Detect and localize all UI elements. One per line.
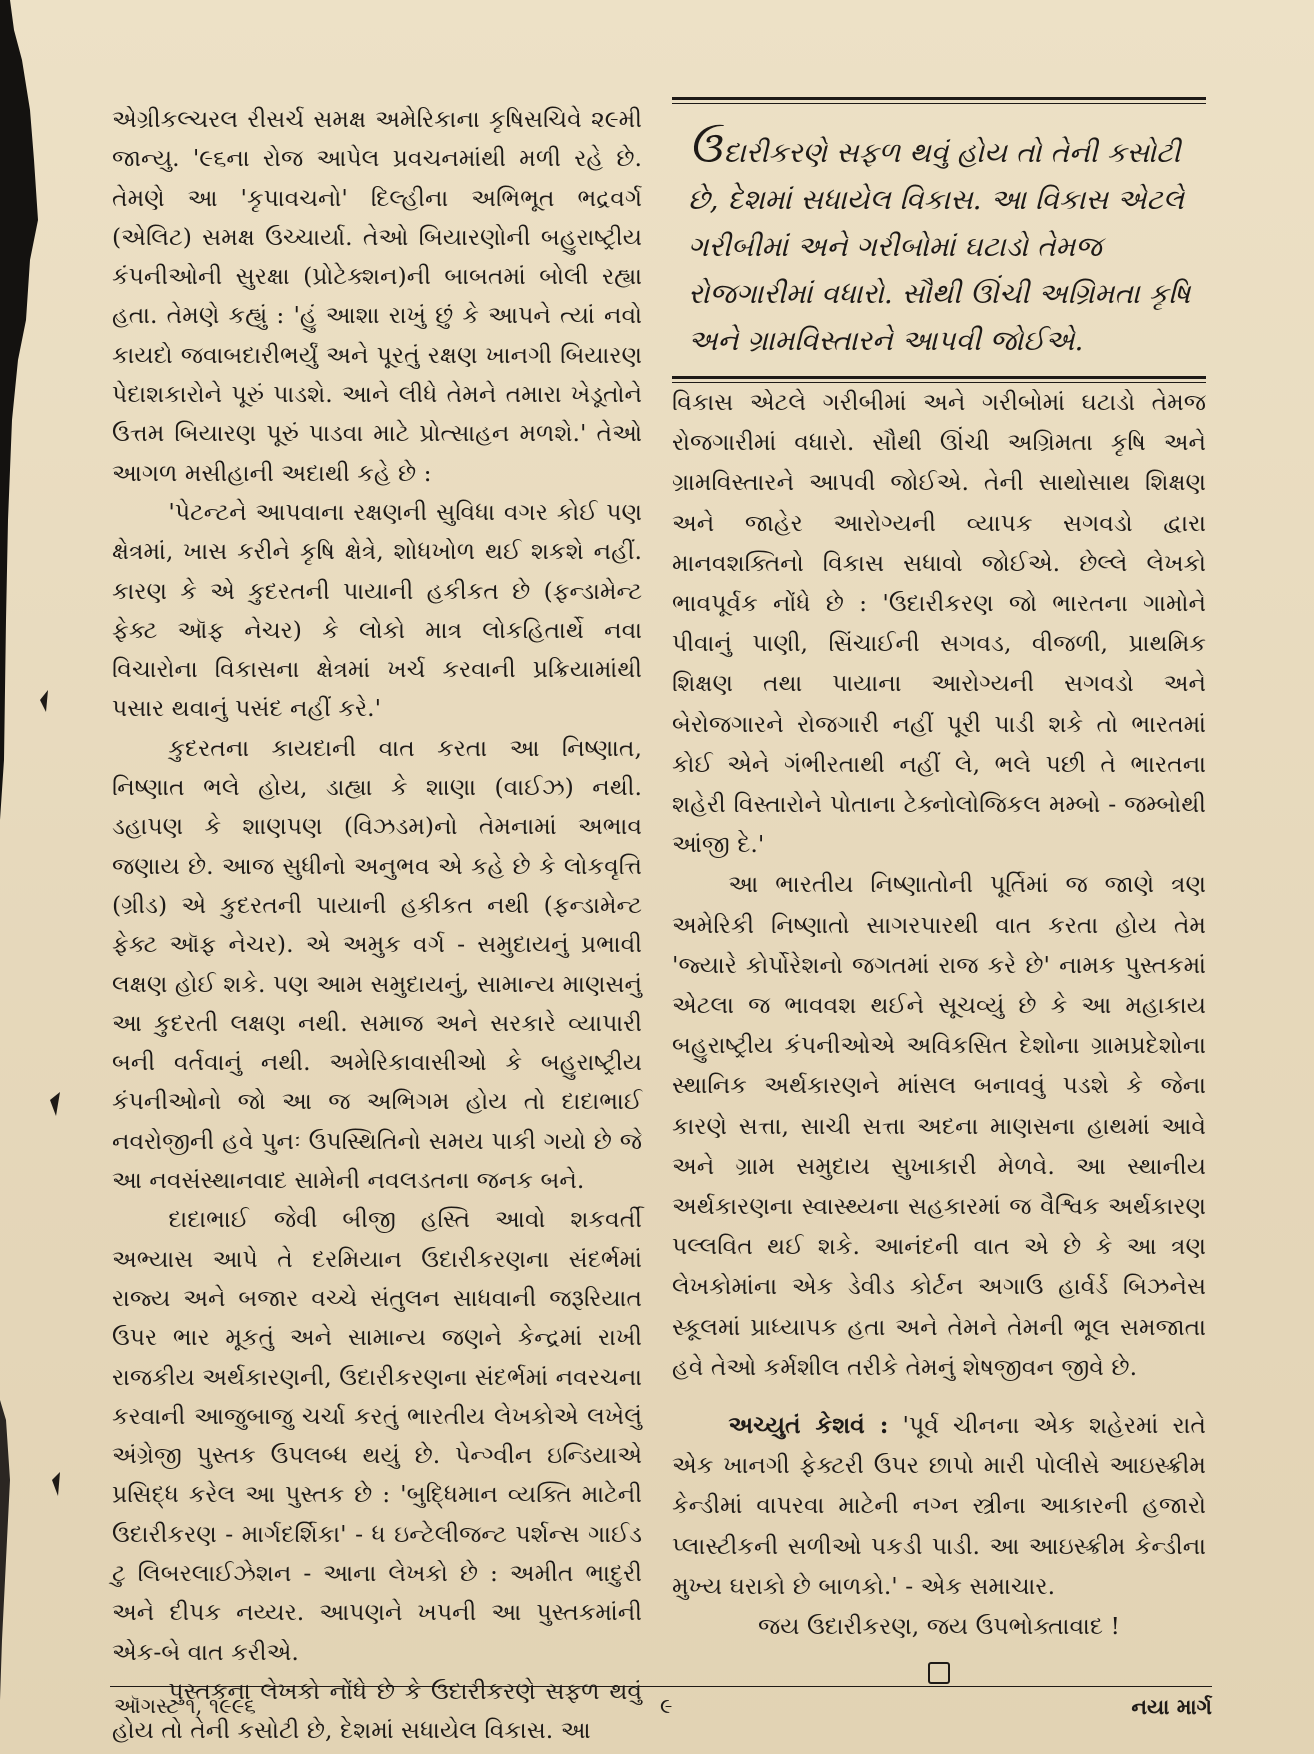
- page-number: ૯: [660, 1694, 673, 1718]
- pullquote-box: [672, 97, 1206, 383]
- right-paragraph-2: આ ભારતીય નિષ્ણાતોની પૂર્તિમાં જ જાણે ત્રણ અમેરિકી નિષ્ણાતો સાગરપારથી વાત કરતા હોય તેમ 'જ્યારે કોર્પોરેશનો જગતમાં રાજ કરે છે' નામક પુસ્તકમાં એટલા જ ભાવવશ થઈને સૂચવ્યું છે કે આ મહાકાય બહુરાષ્ટ્રીય કંપનીઓએ અવિકસિત દેશોના ગ્રામપ્રદેશોના સ્થાનિક અર્થકારણને માંસલ બનાવવું પડશે કે જેના કારણે સત્તા, સાચી સત્તા અદના માણસના હાથમાં આવે અને ગ્રામ સમુદાય સુખાકારી મેળવે. આ સ્થાનીય અર્થકારણના સ્વાસ્થ્યના સહકારમાં જ વૈશ્વિક અર્થકારણ પલ્લવિત થઈ શકે. આનંદની વાત એ છે કે આ ત્રણ લેખકોમાંના એક ડેવીડ કોર્ટન અગાઉ હાર્વર્ડ બિઝનેસ સ્કૂલમાં પ્રાધ્યાપક હતા અને તેમને તેમની ભૂલ સમજાતા હવે તેઓ કર્મશીલ તરીકે તેમનું શેષજીવન જીવે છે.: [672, 870, 1206, 1381]
- publication-name: નયા માર્ગ: [1131, 1694, 1212, 1719]
- pullquote-top-rule: [672, 97, 1206, 104]
- closing-line: જય ઉદારીકરણ, જય ઉપભોક્તાવાદ !: [758, 1612, 1120, 1641]
- right-paragraph-3: [672, 1405, 1206, 1606]
- torn-page-edge: [0, 0, 60, 1754]
- end-mark-square-icon: [928, 1662, 950, 1684]
- left-paragraph-5: પુસ્તકના લેખકો નોંધે છે કે ઉદારીકરણે સફળ થવું હોય તો તેની કસોટી છે, દેશમાં સધાયેલ વિકાસ. આ: [112, 1676, 642, 1745]
- left-paragraph-1: એગ્રીકલ્ચરલ રીસર્ચ સમક્ષ અમેરિકાના કૃષિસચિવે ૨૯મી જાન્યુ. '૯૬ના રોજ આપેલ પ્રવચનમાંથી મળી રહે છે. તેમણે આ 'કૃપાવચનો' દિલ્હીના અભિભૂત ભદ્રવર્ગ (એલિટ) સમક્ષ ઉચ્ચાર્યા. તેઓ બિયારણોની બહુરાષ્ટ્રીય કંપનીઓની સુરક્ષા (પ્રોટેક્શન)ની બાબતમાં બોલી રહ્યા હતા. તેમણે કહ્યું : 'હું આશા રાખું છું કે આપને ત્યાં નવો કાયદો જવાબદારીભર્યું અને પૂરતું રક્ષણ ખાનગી બિયારણ પેદાશકારોને પૂરું પાડશે. આને લીધે તેમને તમારા ખેડૂતોને ઉત્તમ બિયારણ પૂરું પાડવા માટે પ્રોત્સાહન મળશે.' તેઓ આગળ મસીહાની અદાથી કહે છે :: [112, 105, 642, 487]
- left-paragraph-4: દાદાભાઈ જેવી બીજી હસ્તિ આવો શકવર્તી અભ્યાસ આપે તે દરમિયાન ઉદારીકરણના સંદર્ભમાં રાજ્ય અને બજાર વચ્ચે સંતુલન સાધવાની જરૂરિયાત ઉપર ભાર મૂકતું અને સામાન્ય જણને કેન્દ્રમાં રાખી રાજકીય અર્થકારણની, ઉદારીકરણના સંદર્ભમાં નવરચના કરવાની આજુબાજુ ચર્ચા કરતું ભારતીય લેખકોએ લખેલું અંગ્રેજી પુસ્તક ઉપલબ્ધ થયું છે. પેન્ગ્વીન ઇન્ડિયાએ પ્રસિદ્ધ કરેલ આ પુસ્તક છે : 'બુદ્ધિમાન વ્યક્તિ માટેની ઉદારીકરણ - માર્ગદર્શિકા' - ધ ઇન્ટેલીજન્ટ પર્શન્સ ગાઈડ ટુ લિબરલાઈઝેશન - આના લેખકો છે : અમીત ભાદુરી અને દીપક નય્યર. આપણને ખપની આ પુસ્તકમાંની એક-બે વાત કરીએ.: [112, 1205, 642, 1666]
- right-column: [672, 382, 1206, 1684]
- footer-rule: [110, 1686, 1212, 1687]
- left-paragraph-3: કુદરતના કાયદાની વાત કરતા આ નિષ્ણાત, નિષ્ણાત ભલે હોય, ડાહ્યા કે શાણા (વાઈઝ) નથી. ડહાપણ કે શાણપણ (વિઝડમ)નો તેમનામાં અભાવ જણાય છે. આજ સુધીનો અનુભવ એ કહે છે કે લોકવૃત્તિ (ગ્રીડ) એ કુદરતની પાયાની હકીકત નથી (ફન્ડામેન્ટ ફેક્ટ ઑફ નેચર). એ અમુક વર્ગ - સમુદાયનું પ્રભાવી લક્ષણ હોઈ શકે. પણ આમ સમુદાયનું, સામાન્ય માણસનું આ કુદરતી લક્ષણ નથી. સમાજ અને સરકારે વ્યાપારી બની વર્તવાનું નથી. અમેરિકાવાસીઓ કે બહુરાષ્ટ્રીય કંપનીઓનો જો આ જ અભિગમ હોય તો દાદાભાઈ નવરોજીની હવે પુનઃ ઉપસ્થિતિનો સમય પાકી ગયો છે જે આ નવસંસ્થાનવાદ સામેની નવલડતના જનક બને.: [112, 733, 642, 1195]
- left-column: [112, 100, 642, 1750]
- footer-date: ઑગસ્ટ ૧, ૧૯૯૬: [114, 1694, 256, 1718]
- right-paragraph-1: વિકાસ એટલે ગરીબીમાં અને ગરીબોમાં ઘટાડો તેમજ રોજગારીમાં વધારો. સૌથી ઊંચી અગ્રિમતા કૃષિ અને ગ્રામવિસ્તારને આપવી જોઈએ. તેની સાથોસાથ શિક્ષણ અને જાહેર આરોગ્યની વ્યાપક સગવડો દ્વારા માનવશક્તિનો વિકાસ સધાવો જોઈએ. છેલ્લે લેખકો ભાવપૂર્વક નોંધે છે : 'ઉદારીકરણ જો ભારતના ગામોને પીવાનું પાણી, સિંચાઈની સગવડ, વીજળી, પ્રાથમિક શિક્ષણ તથા પાયાના આરોગ્યની સગવડો અને બેરોજગારને રોજગારી નહીં પૂરી પાડી શકે તો ભારતમાં કોઈ એને ગંભીરતાથી નહીં લે, ભલે પછી તે ભારતના શહેરી વિસ્તારોને પોતાના ટેક્નોલોજિકલ મમ્બો - જમ્બોથી આંજી દે.': [672, 388, 1206, 859]
- left-paragraph-2: 'પેટન્ટને આપવાના રક્ષણની સુવિધા વગર કોઈ પણ ક્ષેત્રમાં, ખાસ કરીને કૃષિ ક્ષેત્રે, શોધખોળ થઈ શકશે નહીં. કારણ કે એ કુદરતની પાયાની હકીકત છે (ફન્ડામેન્ટ ફેક્ટ ઑફ નેચર) કે લોકો માત્ર લોકહિતાર્થે નવા વિચારોના વિકાસના ક્ષેત્રમાં ખર્ચ કરવાની પ્રક્રિયામાંથી પસાર થવાનું પસંદ નહીં કરે.': [112, 497, 642, 723]
- right-paragraph-3-lead: અચ્યુતં કેશવં :: [728, 1411, 889, 1440]
- pullquote-text: દારીકરણે સફળ થવું હોય તો તેની કસોટી છે, દેશમાં સધાયેલ વિકાસ. આ વિકાસ એટલે ગરીબીમાં અને ગરીબોમાં ઘટાડો તેમજ રોજગારીમાં વધારો. સૌથી ઊંચી અગ્રિમતા કૃષિ અને ગ્રામવિસ્તારને આપવી જોઈએ.: [688, 136, 1191, 357]
- right-paragraph-3-text: 'પૂર્વ ચીનના એક શહેરમાં રાતે એક ખાનગી ફેક્ટરી ઉપર છાપો મારી પોલીસે આઇસ્ક્રીમ કેન્ડીમાં વાપરવા માટેની નગ્ન સ્ત્રીના આકારની હજારો પ્લાસ્ટીકની સળીઓ પકડી પાડી. આ આઇસ્ક્રીમ કેન્ડીના મુખ્ય ઘરાકો છે બાળકો.' - એક સમાચાર.: [672, 1411, 1206, 1600]
- pullquote: [672, 104, 1206, 376]
- pullquote-dropcap: ઉ: [688, 122, 722, 173]
